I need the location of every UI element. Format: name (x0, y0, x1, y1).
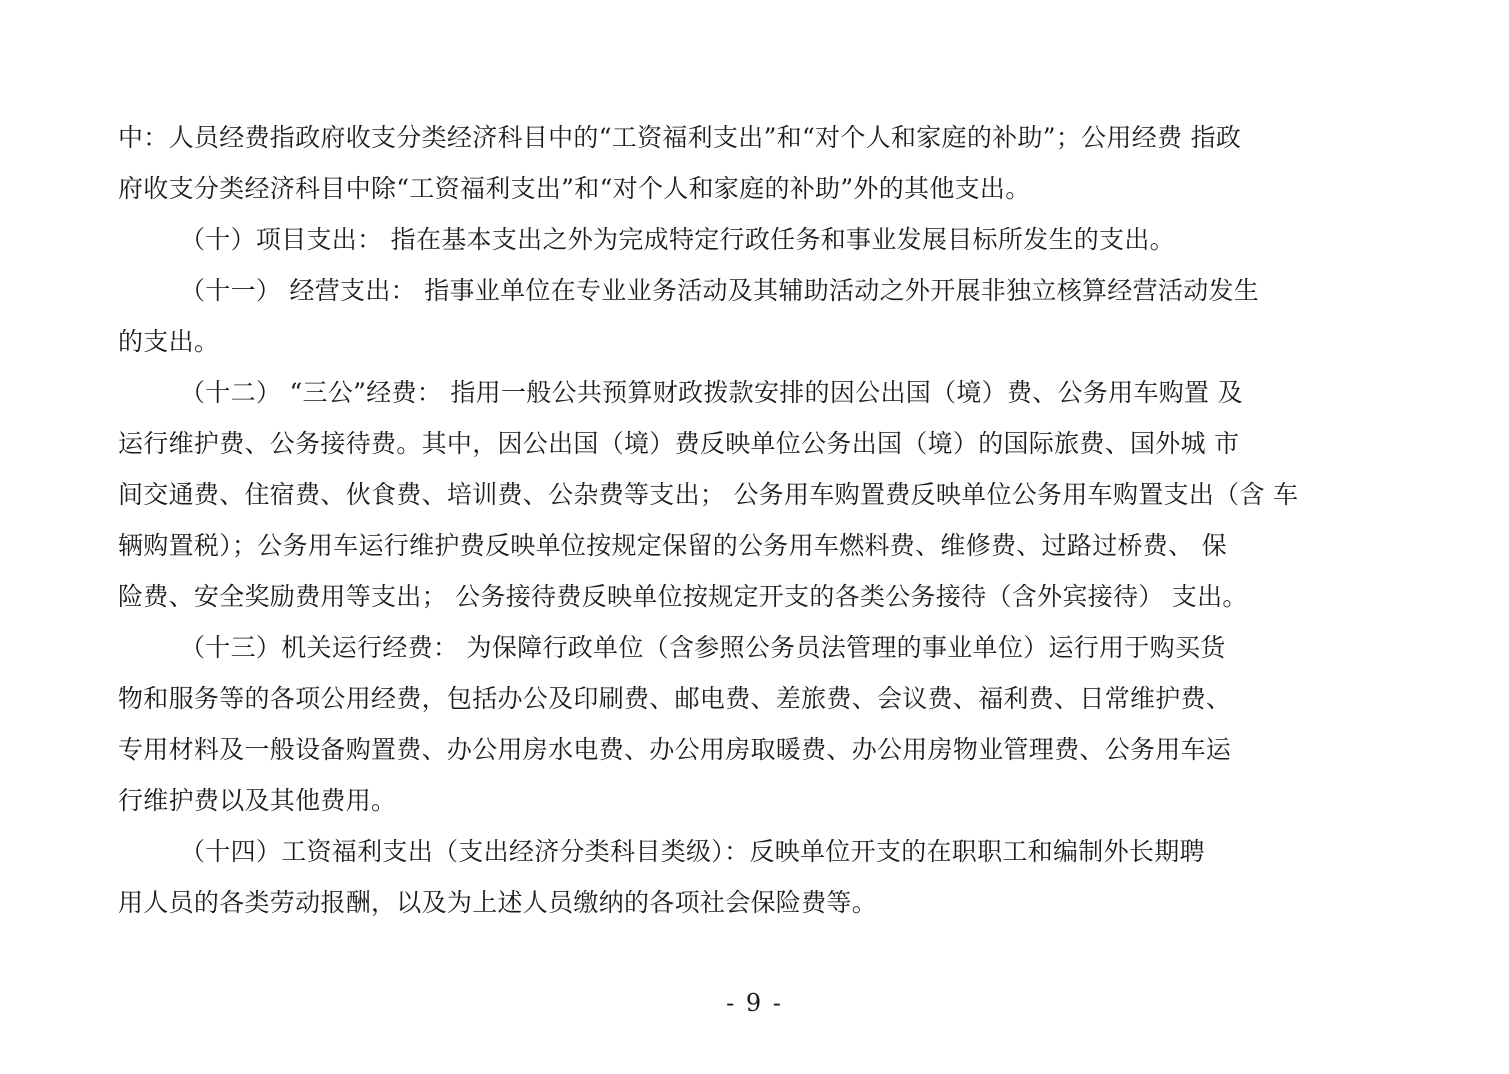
text-line: 行维护费以及其他费用。 (118, 786, 397, 815)
text-line: （十二） “三公”经费： 指用一般公共预算财政拨款安排的因公出国（境）费、公务用车购置 及 (180, 378, 1243, 407)
text-line: 险费、安全奖励费用等支出； 公务接待费反映单位按规定开支的各类公务接待（含外宾接待） 支出。 (118, 582, 1248, 611)
text-line: 物和服务等的各项公用经费，包括办公及印刷费、邮电费、差旅费、会议费、福利费、日常维护费、 (118, 684, 1232, 713)
document-body (118, 112, 1408, 928)
page-number: - 9 - (726, 989, 783, 1017)
text-line: 辆购置税）；公务用车运行维护费反映单位按规定保留的公务用车燃料费、维修费、过路过桥费、 保 (118, 531, 1227, 560)
text-line: 运行维护费、公务接待费。其中，因公出国（境）费反映单位公务出国（境）的国际旅费、国外城 市 (118, 429, 1240, 458)
text-line: 间交通费、住宿费、伙食费、培训费、公杂费等支出； 公务用车购置费反映单位公务用车购置支出（含 车 (118, 480, 1299, 509)
text-line: 专用材料及一般设备购置费、办公用房水电费、办公用房取暖费、办公用房物业管理费、公务用车运 (118, 735, 1232, 764)
text-line: 用人员的各类劳动报酬，以及为上述人员缴纳的各项社会保险费等。 (118, 888, 878, 917)
text-line: （十）项目支出： 指在基本支出之外为完成特定行政任务和事业发展目标所发生的支出。 (180, 225, 1175, 254)
text-line: （十三）机关运行经费： 为保障行政单位（含参照公务员法管理的事业单位）运行用于购买货 (180, 633, 1226, 662)
text-line: （十四）工资福利支出（支出经济分类科目类级）：反映单位开支的在职职工和编制外长期聘 (180, 837, 1205, 866)
text-line: 中：人员经费指政府收支分类经济科目中的“工资福利支出”和“对个人和家庭的补助”；公用经费 指政 (118, 123, 1242, 152)
text-line: 的支出。 (118, 327, 220, 356)
text-line: 府收支分类经济科目中除“工资福利支出”和“对个人和家庭的补助”外的其他支出。 (118, 174, 1031, 203)
text-line: （十一） 经营支出： 指事业单位在专业业务活动及其辅助活动之外开展非独立核算经营活动发生 (180, 276, 1260, 305)
